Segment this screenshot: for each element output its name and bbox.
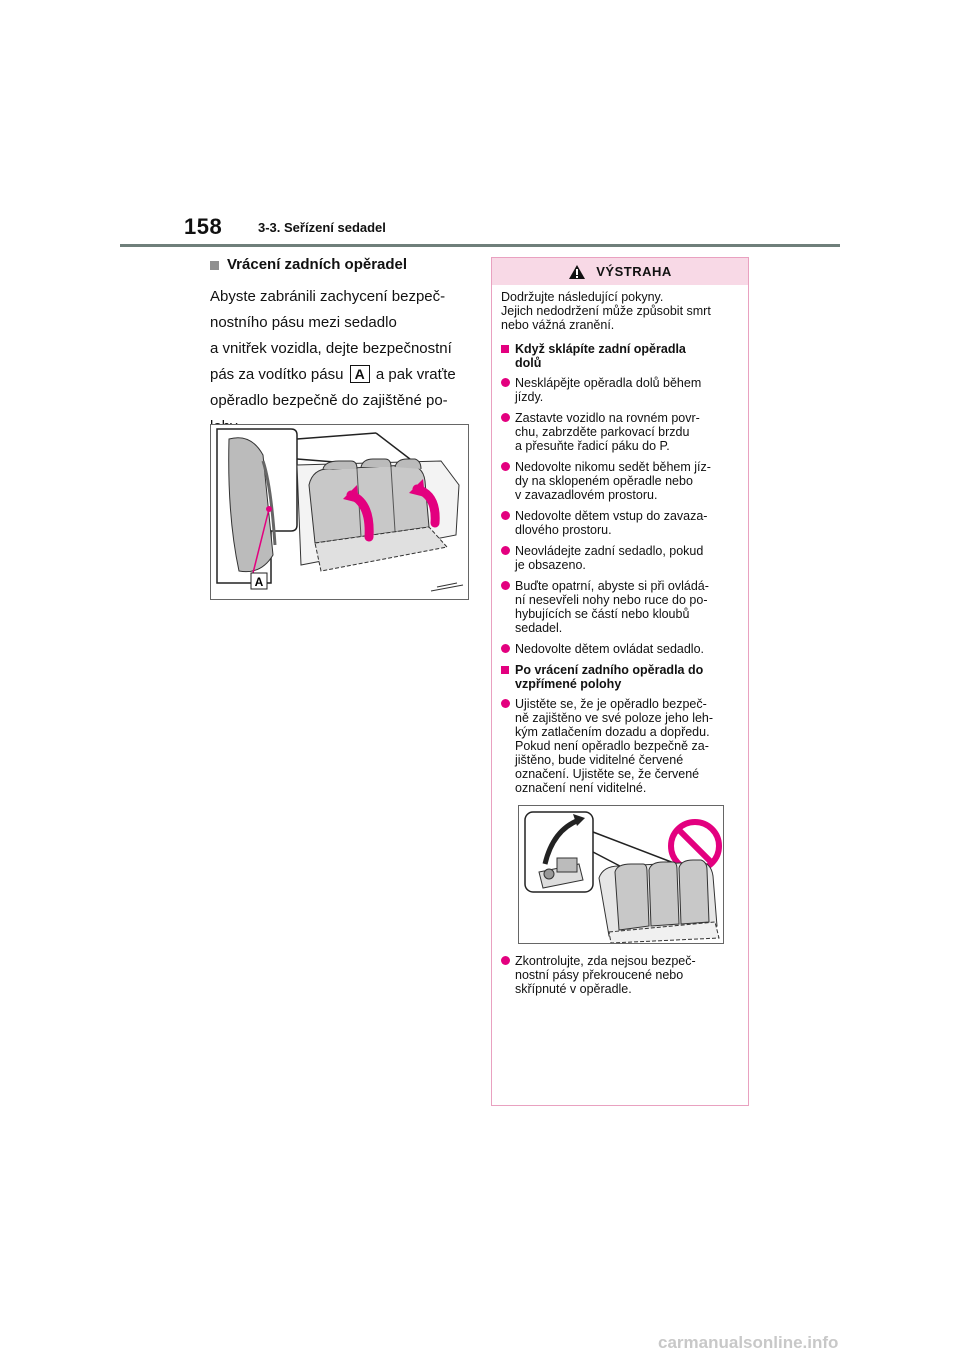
warning-intro-text: Dodržujte následující pokyny. Jejich nedodržení může způsobit smrt nebo vážná zranění. — [501, 290, 711, 332]
bullet-dot-icon — [501, 581, 510, 590]
bullet-dot-icon — [501, 462, 510, 471]
seat-lock-illustration — [518, 805, 724, 944]
list-item-text: Nesklápějte opěradla dolů během jízdy. — [515, 376, 702, 404]
bullet-dot-icon — [501, 699, 510, 708]
sub-heading — [210, 256, 466, 274]
bullet-dot-icon — [501, 644, 510, 653]
left-column — [210, 256, 466, 440]
warning-subheading — [501, 663, 740, 691]
para-line: pás za vodítko pásu — [210, 366, 344, 383]
para-line: Abyste zabránili zachycení bezpeč- — [210, 288, 446, 305]
warning-title: VÝSTRAHA — [596, 264, 672, 279]
warning-header — [492, 258, 748, 285]
figure-label-a: A — [254, 575, 264, 589]
warning-triangle-icon — [568, 264, 586, 280]
warning-intro — [501, 290, 740, 332]
square-bullet-icon — [210, 261, 219, 270]
para-line: a pak vraťte — [375, 366, 456, 383]
bullet-dot-icon — [501, 956, 510, 965]
warning-box — [491, 257, 749, 1106]
list-item — [501, 579, 740, 635]
list-item-text: Buďte opatrní, abyste si při ovládá- ní nesevřeli nohy nebo ruce do po- hybujících se částí nebo kloubů sedadel. — [515, 579, 709, 635]
para-line: opěradlo bezpečně do zajištěné po- — [210, 392, 448, 409]
footer-watermark: carmanualsonline.info — [658, 1333, 839, 1352]
square-bullet-icon — [501, 666, 509, 674]
list-item — [501, 697, 740, 795]
warning-subheading-text: Po vrácení zadního opěradla do vzpřímené polohy — [515, 663, 704, 691]
callout-a: A — [350, 365, 370, 383]
warning-subheading — [501, 342, 740, 370]
list-item — [501, 509, 740, 537]
list-item — [501, 411, 740, 453]
seat-lock-drawing — [519, 806, 723, 943]
list-item — [501, 376, 740, 404]
para-line: a vnitřek vozidla, dejte bezpečnostní — [210, 340, 452, 357]
bullet-dot-icon — [501, 511, 510, 520]
para-line: nostního pásu mezi sedadlo — [210, 314, 397, 331]
list-item-text: Neovládejte zadní sedadlo, pokud je obsazeno. — [515, 544, 704, 572]
list-item — [501, 460, 740, 502]
page-number: 158 — [184, 214, 223, 239]
rear-seat-illustration — [210, 424, 469, 600]
bullet-dot-icon — [501, 413, 510, 422]
list-item-text: Nedovolte dětem vstup do zavaza- dlového prostoru. — [515, 509, 708, 537]
section-title: 3-3. Seřízení sedadel — [258, 220, 386, 235]
list-item-text: Zastavte vozidlo na rovném povr- chu, zabrzděte parkovací brzdu a přesuňte řadicí páku do P. — [515, 411, 700, 453]
bullet-dot-icon — [501, 546, 510, 555]
list-item — [501, 642, 740, 656]
warning-body — [492, 285, 748, 996]
rear-seat-drawing — [211, 425, 468, 599]
list-item-text: Zkontrolujte, zda nejsou bezpeč- nostní pásy překroucené nebo skřípnuté v opěradle. — [515, 954, 696, 996]
list-item-text: Ujistěte se, že je opěradlo bezpeč- ně zajištěno ve své poloze jeho leh- kým zatlačením dozadu a dopředu. Pokud není opěradlo bezpečně za- jištěno, bude viditelné červené označení. Ujistěte se, že červené označení není viditelné. — [515, 697, 714, 795]
bullet-dot-icon — [501, 378, 510, 387]
body-paragraph — [210, 284, 466, 440]
square-bullet-icon — [501, 345, 509, 353]
list-item — [501, 954, 740, 996]
header-rule — [120, 244, 840, 247]
list-item-text: Nedovolte dětem ovládat sedadlo. — [515, 642, 705, 656]
sub-heading-text: Vrácení zadních opěradel — [227, 256, 408, 273]
list-item-text: Nedovolte nikomu sedět během jíz- dy na sklopeném opěradle nebo v zavazadlovém prostoru. — [515, 460, 711, 502]
warning-subheading-text: Když sklápíte zadní opěradla dolů — [515, 342, 686, 370]
list-item — [501, 544, 740, 572]
